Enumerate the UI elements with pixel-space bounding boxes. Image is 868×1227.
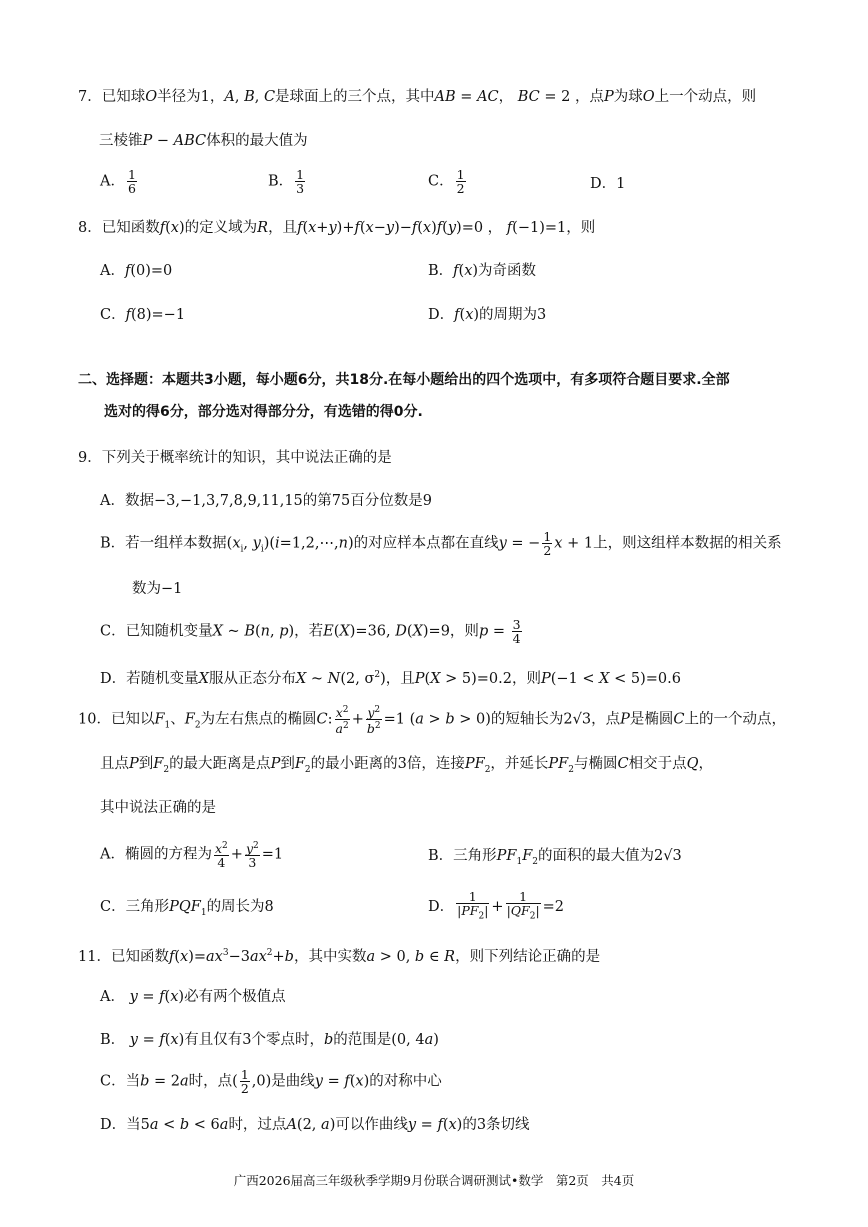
q9-option-a: A．数据−3,−1,3,7,8,9,11,15的第75百分位数是9 [100, 493, 432, 509]
q9-stem: 9．下列关于概率统计的知识，其中说法正确的是 [78, 450, 392, 466]
q7-option-b: B． $\frac{1}{3}$ [268, 167, 305, 196]
q11-option-c: C．当b = 2a时，点( $\frac{1}{2}$ ,0)是曲线y = f(x)的对称中心 [100, 1067, 442, 1096]
q11-option-b: B． y = f(x)有且仅有3个零点时，b的范围是(0, 4a) [100, 1032, 439, 1048]
q7-option-a: A． $\frac{1}{6}$ [100, 167, 136, 196]
q10-stem-line1: 10．已知以$F_1$、$F_2$为左右焦点的椭圆C: $\frac{x^2}{a^2}$ + $\frac{y^2}{b^2}$ =1 (a > b > 0)的短轴长为2√3，点P是椭圆C上的一个动点， [78, 705, 786, 737]
q8-option-a: A．f(0)=0 [100, 263, 173, 279]
q7-stem-line2: 三棱锥P − ABC体积的最大值为 [99, 133, 308, 149]
q10-stem-line2: 且点P到$F_2$的最大距离是点P到$F_2$的最小距离的3倍，连接$PF_2$，并延长$PF_2$与椭圆C相交于点Q， [100, 756, 713, 775]
q8-option-b: B．f(x)为奇函数 [428, 263, 537, 279]
q8-stem: 8．已知函数f(x)的定义域为R，且f(x+y)+f(x−y)−f(x)f(y)=0 ， f(−1)=1，则 [78, 220, 596, 236]
q9-option-b-line1: B．若一组样本数据($x_i$, $y_i)(i=1,2,\cdots,n)$的对应样本点都在直线y = − $\frac{1}{2}$ x + 1上，则这组样本数据的相关系 [100, 529, 782, 558]
q7-stem-line1: 7．已知球O半径为1，A, B, C是球面上的三个点，其中AB = AC， BC = 2 ，点P为球O上一个动点，则 [78, 89, 757, 105]
q7-option-d: D．1 [590, 176, 626, 192]
q8-option-d: D．f(x)的周期为3 [428, 307, 547, 323]
q10-option-a: A．椭圆的方程为 $\frac{x^2}{4}$ + $\frac{y^2}{3}$ =1 [100, 841, 284, 871]
q10-option-d: D． $\frac{1}{|PF_2|}$ + $\frac{1}{|QF_2|}$ =2 [428, 889, 565, 922]
q10-option-c: C．三角形$PQF_1$的周长为8 [100, 899, 274, 918]
q11-option-a: A． y = f(x)必有两个极值点 [100, 989, 286, 1005]
q7-option-c: C． $\frac{1}{2}$ [428, 167, 465, 196]
q9-option-c: C．已知随机变量X ~ B(n, p)，若E(X)=36, D(X)=9，则p = $\frac{3}{4}$ [100, 617, 521, 646]
q10-stem-line3: 其中说法正确的是 [100, 800, 216, 816]
q11-stem: 11．已知函数$f(x)=ax^3-3ax^2+b$，其中实数a > 0, b ∈ R，则下列结论正确的是 [78, 948, 601, 965]
q9-option-d: D．若随机变量X服从正态分布X ~ N(2, $\sigma^2$)，且P(X > 5)=0.2，则P(−1 < X < 5)=0.6 [100, 670, 681, 687]
section-2-heading-line1: 二、选择题：本题共3小题，每小题6分，共18分.在每小题给出的四个选项中，有多项符合题目要求.全部 [78, 372, 730, 388]
q9-option-b-line2: 数为−1 [132, 581, 183, 597]
q11-option-d: D．当5a < b < 6a时，过点A(2, a)可以作曲线y = f(x)的3条切线 [100, 1117, 530, 1133]
section-2-heading-line2: 选对的得6分，部分选对得部分分，有选错的得0分. [104, 404, 423, 420]
page-footer: 广西2026届高三年级秋季学期9月份联合调研测试•数学 第2页 共4页 [233, 1173, 635, 1188]
q10-option-b: B．三角形$PF_1F_2$的面积的最大值为2√3 [428, 848, 682, 867]
q8-option-c: C．f(8)=−1 [100, 307, 186, 323]
